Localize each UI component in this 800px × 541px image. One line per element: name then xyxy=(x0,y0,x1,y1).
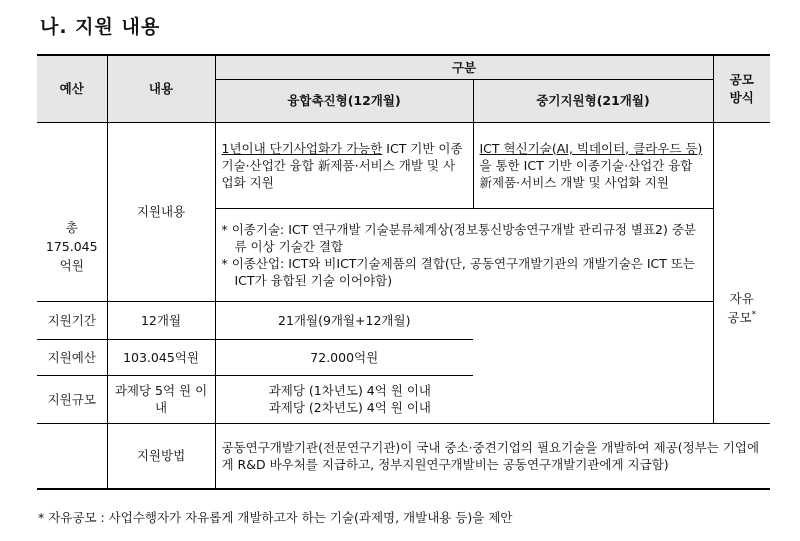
header-content: 내용 xyxy=(107,55,215,122)
scale-type2-line2: 과제당 (2차년도) 4억 원 이내 xyxy=(268,400,431,415)
row-label-budget: 지원예산 xyxy=(37,339,107,375)
scale-type2-cell xyxy=(215,375,473,423)
content-type1-cell xyxy=(215,122,473,208)
method-value: 자유 공모 xyxy=(727,290,754,325)
content-type2-text: 을 통한 ICT 기반 이종기술·산업간 융합 新제품·서비스 개발 및 사업화 지원 xyxy=(479,157,693,190)
scale-type2-line1: 과제당 (1차년도) 4억 원 이내 xyxy=(268,383,431,398)
header-category: 구분 xyxy=(215,55,713,79)
method-description: 공동연구개발기관(전문연구기관)이 국내 중소·중견기업의 필요기술을 개발하여 제공(정부는 기업에게 R&D 바우처를 지급하고, 정부지원연구개발비는 공동연구개발기관에게 지급함) xyxy=(215,423,770,489)
budget-type2: 72.000억원 xyxy=(215,339,473,375)
row-label-period: 지원기간 xyxy=(37,301,107,339)
footnote: * 자유공모 : 사업수행자가 자유롭게 개발하고자 하는 기술(과제명, 개발내용 등)을 제안 xyxy=(38,510,513,525)
section-heading: 나. 지원 내용 xyxy=(40,16,161,38)
note-heterogeneous-industry: * 이종산업: ICT와 비ICT기술제품의 결합(단, 공동연구개발기관의 개발기술은 ICT 또는 ICT가 융합된 기술 이어야함) xyxy=(221,255,696,288)
row-label-content: 지원내용 xyxy=(107,122,215,301)
budget-total-cell: 총 175.045 억원 xyxy=(37,122,107,301)
budget-blank-cell xyxy=(37,423,107,489)
period-type1: 12개월 xyxy=(107,301,215,339)
row-label-method: 지원방법 xyxy=(107,423,215,489)
row-label-scale: 지원규모 xyxy=(37,375,107,423)
method-value-cell xyxy=(713,122,770,423)
content-notes-cell xyxy=(215,208,713,301)
content-type1-emphasis: 1년이내 단기사업화가 가능한 xyxy=(221,140,383,156)
content-type2-cell xyxy=(473,122,713,208)
header-budget: 예산 xyxy=(37,55,107,122)
period-type2: 21개월(9개월+12개월) xyxy=(215,301,473,339)
method-footnote-mark: * xyxy=(751,309,757,320)
content-type1-text: ICT 기반 이종기술·산업간 융합 新제품·서비스 개발 및 사업화 지원 xyxy=(221,140,463,190)
support-content-table xyxy=(37,54,770,490)
header-type-midterm: 중기지원형(21개월) xyxy=(473,79,713,122)
header-method: 공모 방식 xyxy=(713,55,770,122)
budget-type1: 103.045억원 xyxy=(107,339,215,375)
content-type2-emphasis: ICT 혁신기술(AI, 빅데이터, 클라우드 등) xyxy=(479,140,703,156)
scale-type1: 과제당 5억 원 이내 xyxy=(107,375,215,423)
header-type-convergence: 융합촉진형(12개월) xyxy=(215,79,473,122)
note-heterogeneous-tech: * 이종기술: ICT 연구개발 기술분류체계상(정보통신방송연구개발 관리규정 별표2) 중분류 이상 기술간 결합 xyxy=(221,221,697,254)
